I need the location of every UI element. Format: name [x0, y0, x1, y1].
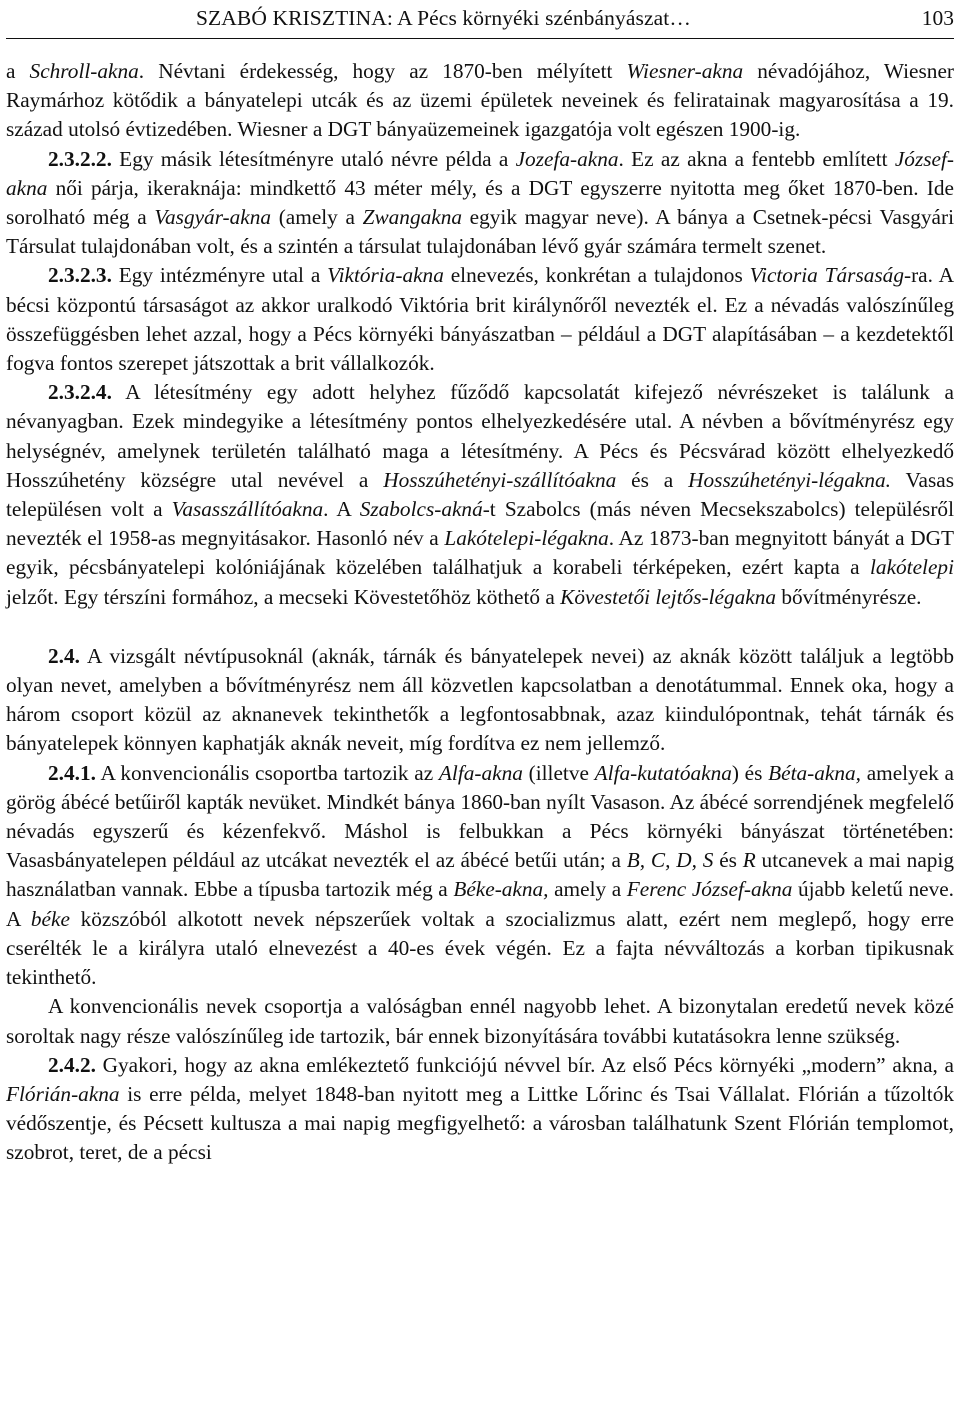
text-run: . Névtani érdekesség, hogy az 1870-ben mélyített — [138, 59, 627, 83]
section-number: 2.3.2.4. — [48, 380, 112, 405]
italic-term: Lakótelepi-légakna — [444, 526, 609, 551]
text-run: A konvencionális nevek csoportja a valóságban ennél nagyobb lehet. A bizonytalan eredetű nevek közé soroltak nagy része valószínűleg ide tartozik, bár ennek bizonyítására további kutatásokra lenne szükség. — [6, 994, 954, 1048]
paragraph-p2 — [6, 145, 954, 262]
italic-term: Victoria Társaság — [749, 263, 904, 288]
italic-term: Jozefa-akna — [515, 146, 619, 171]
text-run: bővítményrésze. — [776, 584, 922, 609]
italic-term: béke — [30, 906, 70, 931]
text-run: Egy másik létesítményre utaló névre példa a — [111, 146, 516, 171]
paragraph-p6 — [6, 759, 954, 993]
italic-term: Flórián-akna — [6, 1081, 120, 1106]
text-run: és — [713, 848, 743, 873]
text-run: A konvencionális csoportba tartozik az — [95, 760, 439, 785]
italic-term: Alfa-kutatóakna — [594, 760, 732, 785]
text-run: Egy intézményre utal a — [111, 263, 328, 288]
text-run: amely a — [548, 877, 627, 902]
text-run: közszóból alkotott nevek népszerűek voltak a szocializmus alatt, ezért nem meglepő, hogy erre cserélték le a királyra utaló elnevezést a 40-es évek végén. Ez a fajta névváltozás a korban tipikusnak tekinthető. — [6, 906, 954, 990]
text-run: Vasas településen volt a — [6, 467, 955, 522]
text-run: Gyakori, hogy az akna emlékeztető funkciójú névvel bír. Az első Pécs környéki „modern” akna, a — [95, 1052, 954, 1077]
paragraph-p7 — [6, 992, 954, 1050]
running-title: SZABÓ KRISZTINA: A Pécs környéki szénbányászat… — [196, 6, 691, 30]
italic-term: Béke-akna, — [453, 877, 549, 902]
text-run: . Az 1873-ban megnyitott bányát a DGT egyik, pécsbányatelepi kolóniájának közelében találhatjuk a korabeli térképeken, ezért kapta a — [6, 526, 954, 580]
text-run: jelzőt. Egy térszíni formához, a mecseki Kövestetőhöz köthető a — [6, 584, 561, 609]
text-run: is erre példa, melyet 1848-ban nyitott meg a Littke Lőrinc és Tsai Vállalat. Flórián a tűzoltók védőszentje, és Pécsett kultusza a mai napig megfigyelhető: a városban találhatunk Szent Flórián templomot, szobrot, teret, de a pécsi — [6, 1081, 954, 1165]
paragraph-p3 — [6, 261, 954, 378]
paragraph-gap — [6, 612, 954, 642]
italic-term: Béta-akna, — [768, 760, 861, 785]
italic-term: Vasasszállítóakna — [171, 497, 324, 522]
text-run: -t Szabolcs (más néven Mecsekszabolcs) településről nevezték el 1958-as megnyitásakor. Hasonló név a — [6, 497, 954, 551]
section-number: 2.4.1. — [48, 760, 96, 785]
page-number: 103 — [921, 6, 954, 30]
italic-term: Ferenc József-akna — [626, 877, 793, 902]
italic-term: Kövestetői lejtős-légakna — [560, 584, 776, 609]
document-page — [6, 0, 954, 1168]
text-run: elnevezés, konkrétan a tulajdonos — [443, 263, 750, 288]
italic-term: Schroll-akna — [29, 59, 139, 83]
text-run: . Ez az akna a fentebb említett — [618, 146, 895, 171]
italic-term: B, C, D, S — [626, 848, 714, 873]
text-run: amelyek a görög ábécé betűiről kapták nevüket. Mindkét bánya 1860-ban nyílt Vasason. Az ábécé sorrendjének megfelelő névadás egyszerű és kézenfekvő. Máshol is felbukkan a Pécs környéki bányászat történetében: Vasasbányatelepen például az utcákat nevezték el az ábécé betűi után; a — [6, 760, 955, 873]
text-run: ) és — [731, 760, 769, 785]
text-run: és a — [616, 467, 689, 492]
body-text — [6, 57, 954, 1168]
italic-term: Szabolcs-akná — [359, 497, 483, 522]
italic-term: Viktória-akna — [327, 263, 444, 288]
section-number: 2.4. — [48, 643, 80, 668]
italic-term: R — [742, 848, 756, 873]
paragraph-p8 — [6, 1051, 954, 1168]
section-number: 2.4.2. — [48, 1052, 96, 1077]
section-number: 2.3.2.2. — [48, 146, 112, 171]
italic-term: Wiesner-akna — [626, 59, 744, 83]
text-run: névadójához, Wiesner Raymárhoz kötődik a bányatelepi utcák és az üzemi épületek neveinek és feliratainak magyarosítása a 19. század utolsó évtizedében. Wiesner a DGT bányaüzemeinek igazgatója volt egészen 1900-ig. — [6, 59, 954, 142]
italic-term: Hosszúhetényi-légakna. — [688, 467, 891, 492]
text-run: . A — [323, 497, 360, 522]
text-run: egyik magyar neve). A bánya a Csetnek-pécsi Vasgyári Társulat tulajdonában volt, és a szintén a társulat tulajdonában lévő gyár számára termelt szenet. — [6, 205, 954, 259]
text-run: A létesítmény egy adott helyhez fűződő kapcsolatát kifejező névrészeket is találunk a névanyagban. Ezek mindegyike a létesítmény pontos elhelyezkedésére utal. A névben a bővítményrész egy helységnév, amelynek területén található maga a létesítmény. A Pécs és Pécsvárad között elhelyezkedő Hosszúhetény községre utal nevével a — [6, 380, 954, 492]
section-number: 2.3.2.3. — [48, 263, 112, 288]
paragraph-p4 — [6, 378, 954, 612]
italic-term: lakótelepi — [870, 555, 954, 580]
italic-term: Zwangakna — [362, 205, 463, 230]
text-run: utcanevek a mai napig használatban vannak. Ebbe a típusba tartozik még a — [6, 848, 954, 902]
text-run: a — [6, 59, 30, 83]
italic-term: Hosszúhetényi-szállítóakna — [383, 467, 617, 492]
text-run: újabb keletű neve. A — [6, 877, 955, 931]
italic-term: Vasgyár-akna — [154, 205, 272, 230]
text-run: A vizsgált névtípusoknál (aknák, tárnák és bányatelepek nevei) az aknák között találjuk a legtöbb olyan nevet, amelyben a bővítményrész nem áll közvetlen kapcsolatban a denotátummal. Ennek oka, hogy a három csoport közül az aknanevek tekinthetők a legfontosabbnak, azaz kiindulópontnak, tehát tárnák és bányatelepek könnyen kaphatják aknák neveit, míg fordítva ez nem jellemző. — [6, 643, 954, 756]
text-run: -ra. A bécsi központú társaságot az akkor uralkodó Viktória brit királynőről nevezték el. Ez a névadás valószínűleg összefüggésben lehet azzal, hogy a Pécs környéki bányászatban – például a DGT alapításában – a kezdetektől fogva fontos szerepet játszottak a brit vállalkozók. — [6, 263, 955, 376]
text-run: (amely a — [271, 205, 363, 230]
italic-term: Alfa-akna — [438, 760, 523, 785]
italic-term: József-akna — [6, 146, 954, 200]
paragraph-p5 — [6, 642, 954, 759]
paragraph-p1 — [6, 57, 954, 145]
text-run: női párja, ikeraknája: mindkettő 43 méter mély, és a DGT egyszerre nyitotta meg őket 1870-ben. Ide sorolható még a — [6, 175, 954, 230]
text-run: (illetve — [522, 760, 595, 785]
running-header — [6, 4, 954, 39]
